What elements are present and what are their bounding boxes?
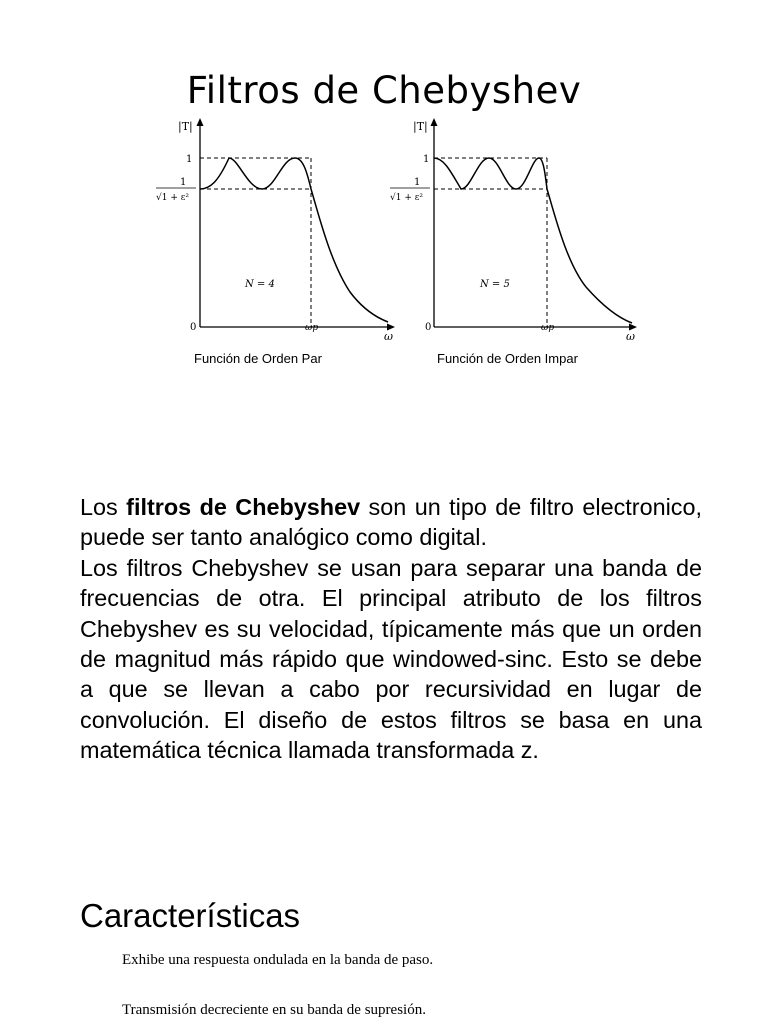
- y-axis-arrow: [197, 118, 204, 126]
- characteristic-item: Transmisión decreciente en su banda de supresión.: [122, 1002, 426, 1018]
- intro-sentence: [80, 492, 702, 553]
- intro-end: son un tipo de filtro electronico, puede ser tanto analógico como digital.: [80, 494, 702, 551]
- origin-label: 0: [425, 322, 432, 333]
- y-low-label-num: 1: [414, 177, 421, 188]
- intro-start: Los: [80, 494, 127, 520]
- order-label: N = 5: [480, 279, 510, 290]
- y-low-label-den: √1 + ε²: [156, 193, 189, 203]
- description-paragraph: [80, 492, 702, 766]
- figure-caption-even: Función de Orden Par: [194, 351, 322, 366]
- response-curve: [434, 158, 632, 323]
- chebyshev-even-graph: [150, 112, 400, 342]
- y-top-label: 1: [423, 154, 430, 165]
- page-title: Filtros de Chebyshev: [186, 68, 582, 112]
- origin-label: 0: [190, 322, 197, 333]
- order-label: N = 4: [245, 279, 275, 290]
- x-axis-label: ω: [626, 330, 635, 342]
- characteristic-item: Exhibe una respuesta ondulada en la banda de paso.: [122, 952, 434, 968]
- intro-bold-term: filtros de Chebyshev: [126, 494, 361, 520]
- response-curve: [200, 158, 388, 322]
- chebyshev-odd-plot: [386, 112, 646, 342]
- passband-label: ωp: [541, 323, 555, 333]
- chebyshev-even-plot: [150, 112, 400, 342]
- figure-caption-odd: Función de Orden Impar: [437, 351, 578, 366]
- x-axis-label: ω: [384, 330, 393, 342]
- y-axis-arrow: [431, 118, 438, 126]
- passband-label: ωp: [305, 323, 319, 333]
- characteristics-heading: Características: [80, 897, 301, 934]
- y-low-label-den: √1 + ε²: [390, 193, 423, 203]
- y-axis-label: |T|: [413, 120, 428, 133]
- y-low-label-num: 1: [180, 177, 187, 188]
- chebyshev-odd-graph: [386, 112, 646, 342]
- details-sentence: Los filtros Chebyshev se usan para separar una banda de frecuencias de otra. El principal atributo de los filtros Chebyshev es su velocidad, típicamente más que un orden de magnitud más rápido que windowed-sinc. Esto se debe a que se llevan a cabo por recursividad en lugar de convolución. El diseño de estos filtros se basa en una matemática técnica llamada transformada z.: [80, 554, 702, 764]
- y-top-label: 1: [186, 154, 193, 165]
- y-axis-label: |T|: [178, 120, 193, 133]
